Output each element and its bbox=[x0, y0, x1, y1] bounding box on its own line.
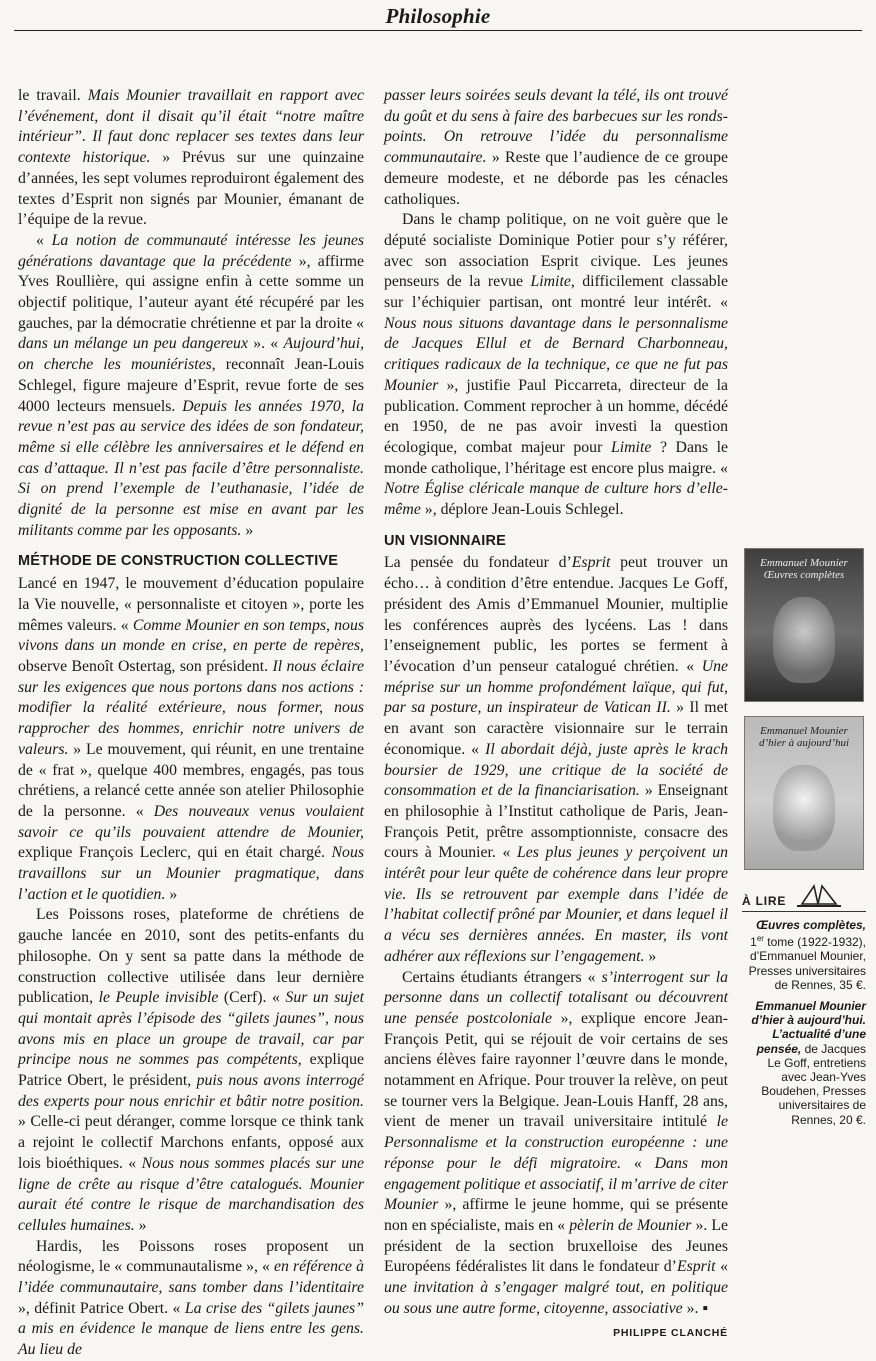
subheading: MÉTHODE DE CONSTRUCTION COLLECTIVE bbox=[18, 553, 339, 570]
subheading: UN VISIONNAIRE bbox=[384, 532, 507, 549]
paragraph: Hardis, les Poissons roses proposent un néologisme, le « communautalisme », « en référence à l’idée communautaire, sans tomber dans l’identitaire », définit Patrice Obert. « La crise des “gilets jaunes” a mis en évidence le manque de liens entre les gens. Au lieu de bbox=[18, 1237, 364, 1359]
a-lire-header bbox=[742, 882, 866, 908]
paragraph: Les Poissons roses, plateforme de chrétiens de gauche lancée en 2010, sont des petits-enfants du philosophe. On y sent sa patte dans la méthode de construction collective utilisée dans leur dernière publication, le Peuple invisible (Cerf). « Sur un sujet qui montait après l’épisode des “gilets jaunes”, nous avons mis en place un groupe de travail, car par principe nous ne sommes pas compétents, explique Patrice Obert, le président, puis nous avons interrogé des experts pour nous enrichir et bâtir notre position. » Celle-ci peut déranger, comme lorsque ce think tank a rejoint le collectif Marchons enfants, opposé aux lois bioéthiques. « Nous nous sommes placés sur une ligne de crête au risque d’être catalogués. Mounier aurait été contre le risque de marchandisation des cellules humaines. » bbox=[18, 906, 365, 1234]
section-title: Philosophie bbox=[385, 4, 491, 28]
paragraph: Dans le champ politique, on ne voit guère que le député socialiste Dominique Potier pour s’y référer, avec son association Esprit civique. Les jeunes penseurs de la revue Limite, difficilement classable sur l’échiquier partisan, ont montré leur intérêt. « Nous nous situons davantage dans le personnalisme de Jacques Ellul et de Bernard Charbonneau, critiques radicaux de la technique, ce que ne fut pas Mounier », justifie Paul Piccarreta, directeur de la publication. Comment reprocher à un homme, décédé en 1950, de ne pas avoir investi la question écologique, combat majeur pour Limite ? Dans le monde catholique, l’héritage est encore plus maigre. « Notre Église cléricale manque de culture hors d’elle-même », déplore Jean-Louis Schlegel. bbox=[384, 211, 729, 519]
divider bbox=[742, 911, 866, 912]
header-rule bbox=[14, 30, 862, 31]
author-signature: PHILIPPE CLANCHÉ bbox=[613, 1327, 728, 1340]
paragraph: passer leurs soirées seuls devant la télé, ils ont trouvé du goût et du sens à faire des barbecues sur les ronds-points. On retrouve l’idée du personnalisme communautaire. » Reste que l’audience de ce groupe demeure modeste, et ne déborde pas les cénacles catholiques. bbox=[384, 87, 729, 208]
book-icon bbox=[794, 882, 844, 908]
portrait-image bbox=[773, 765, 835, 851]
article-column-1 bbox=[18, 86, 364, 1361]
book-cover-oeuvres bbox=[744, 548, 864, 702]
page-header bbox=[0, 0, 876, 34]
article-column-2 bbox=[384, 86, 728, 1344]
portrait-image bbox=[773, 597, 835, 683]
reading-sidebar bbox=[742, 548, 866, 1134]
paragraph: Lancé en 1947, le mouvement d’éducation populaire la Vie nouvelle, « personnaliste et citoyen », porte les mêmes valeurs. « Comme Mounier en son temps, nous vivons dans un monde en crise, en perte de repères, observe Benoît Ostertag, son président. Il nous éclaire sur les exigences que nous portons dans nos actions : modifier la réalité extérieure, nous former, nous rapprocher des hommes, enrichir notre univers de valeurs. » Le mouvement, qui réunit, en une trentaine de « frat », quelque 400 membres, engagés, pas tous chrétiens, a relancé cette année son atelier Philosophie de la personne. « Des nouveaux venus voulaient savoir ce qu’ils pouvaient attendre de Mounier, explique François Leclerc, qui en était chargé. Nous travaillons sur un Mounier pragmatique, dans l’action et le quotidien. » bbox=[18, 575, 364, 903]
book-cover-title: Emmanuel Mounier Œuvres complètes bbox=[760, 557, 848, 581]
book-reference: Emmanuel Mounier d’hier à aujourd’hui. L’actualité d’une pensée, de Jacques Le Goff, entretiens avec Jean-Yves Boudehen, Presses universitaires de Rennes, 20 €. bbox=[751, 999, 866, 1127]
book-cover-title: Emmanuel Mounier d’hier à aujourd’hui bbox=[758, 725, 850, 749]
paragraph: « La notion de communauté intéresse les jeunes générations davantage que la précédente », affirme Yves Roullière, qui assigne enfin à cette somme un objectif politique, l’auteur ayant été récupéré par les gauches, par la démocratie chrétienne et par la droite « dans un mélange un peu dangereux ». « Aujourd’hui, on cherche les mouniéristes, reconnaît Jean-Louis Schlegel, figure majeure d’Esprit, revue forte de ses 4000 lecteurs mensuels. Depuis les années 1970, la revue n’est pas au service des idées de son fondateur, même si elle célèbre les anniversaires et le défend en cas d’attaque. Il n’est pas facile d’être personnaliste. Si on prend l’exemple de l’euthanasie, l’idée de dignité de la personne est mise en avant par les militants comme par les opposants. » bbox=[18, 231, 365, 539]
a-lire-label: À LIRE bbox=[742, 894, 787, 908]
paragraph: Certains étudiants étrangers « s’interrogent sur la personne dans un collectif totalisant ou découvrent une pensée postcoloniale », explique encore Jean-François Petit, qui se réjouit de voir certains de ses anciens élèves faire rayonner l’œuvre dans le monde, notamment en Afrique. Pour trouver la relève, on peut se tourner vers la Belgique. Jean-Louis Hanff, 28 ans, vient de mener un travail universitaire intitulé le Personnalisme et la construction européenne : une réponse pour le défi migratoire. « Dans mon engagement politique et associatif, il m’arrive de citer Mounier », affirme le jeune homme, qui se présente non en spécialiste, mais en « pèlerin de Mounier ». Le président de la section bruxelloise des Jeunes Européens fédéralistes lit dans le fondateur d’Esprit « une invitation à s’engager malgré tout, en politique ou sous une autre forme, citoyenne, associative ». ▪ bbox=[384, 968, 729, 1317]
book-cover-hier bbox=[744, 716, 864, 870]
paragraph: La pensée du fondateur d’Esprit peut trouver un écho… à condition d’être entendue. Jacques Le Goff, président des Amis d’Emmanuel Mounier, multiplie les conférences auprès des lycéens. Las ! dans l’enseignement public, les portes se ferment à l’évocation d’un penseur catalogué chrétien. « Une méprise sur un homme profondément laïque, qui fut, par sa posture, un inspirateur de Vatican II. » Il met en avant son caractère visionnaire sur le terrain économique. « Il abordait déjà, juste après le krach boursier de 1929, une critique de la société de consommation et de la financiarisation. » Enseignant en philosophie à l’Institut catholique de Paris, Jean-François Petit, prêtre assomptionniste, consacre des cours à Mounier. « Les plus jeunes y perçoivent un intérêt pour leur quête de cohérence dans leur propre vie. Ils se retrouvent par exemple dans l’idée de l’habitat collectif prôné par Mounier, et dans lequel il a vécu ses dernières années. En master, ils vont adhérer aux réflexions sur l’engagement. » bbox=[384, 554, 729, 965]
paragraph: le travail. Mais Mounier travaillait en rapport avec l’événement, dont il disait qu’il était “notre maître intérieur”. Il faut donc replacer ses textes dans leur contexte historique. » Prévus sur une quinzaine d’années, les sept volumes reproduiront également des textes d’Esprit non signés par Mounier, émanant de l’équipe de la revue. bbox=[18, 87, 365, 229]
book-reference: Œuvres complètes, 1er tome (1922-1932), d’Emmanuel Mounier, Presses universitaires de Rennes, 35 €. bbox=[748, 918, 866, 992]
